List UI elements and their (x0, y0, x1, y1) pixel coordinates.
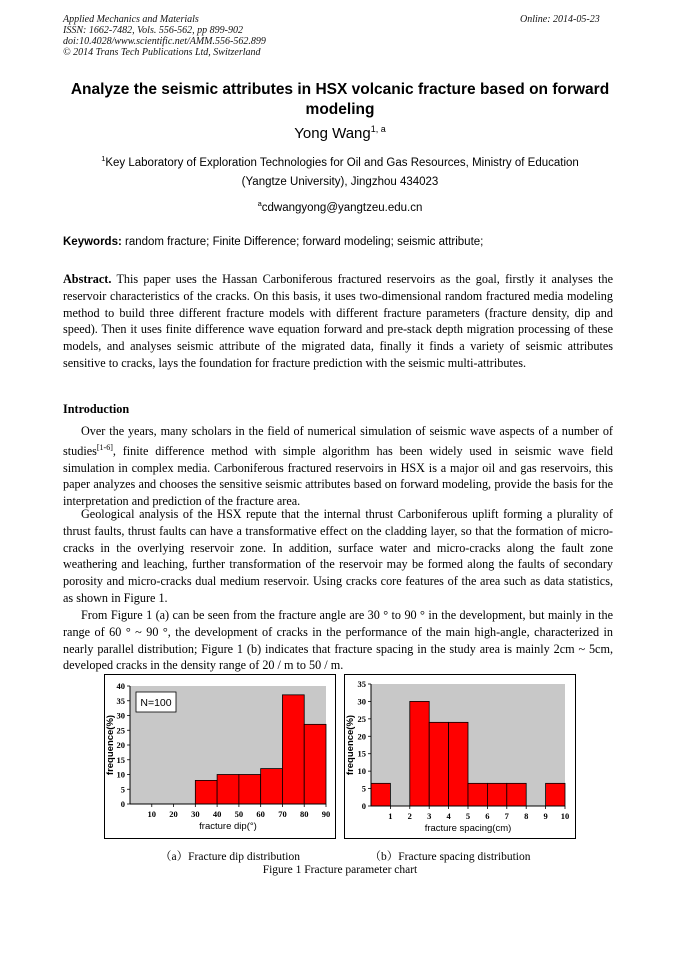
bar (282, 695, 304, 804)
bar (195, 780, 217, 804)
issn: ISSN: 1662-7482, Vols. 556-562, pp 899-902 (63, 25, 243, 36)
x-tick-label: 6 (485, 811, 490, 821)
bar (449, 722, 468, 806)
y-tick-label: 15 (357, 748, 366, 759)
author-sup: 1, a (370, 124, 386, 134)
fracture-dip-chart (104, 674, 336, 839)
y-tick-label: 40 (116, 681, 125, 691)
bar (546, 783, 565, 806)
journal-name: Applied Mechanics and Materials (63, 14, 199, 25)
x-tick-label: 70 (278, 809, 287, 819)
x-tick-label: 2 (407, 811, 412, 821)
intro-paragraph-1: Over the years, many scholars in the field of numerical simulation of seismic wave aspects of a number of studies[1-6], finite difference method with simple algorithm has been widely used in seismic wave field simulation in complex media. Carboniferous fractured reservoirs in HSX is a major oil and gas reservoirs, this paper analyzes and chooses the sensitive seismic attributes based on forward modeling, provide the basis for the interpretation and prediction of the fracture area. (63, 424, 613, 509)
affiliation-sup: 1 (101, 154, 106, 163)
y-tick-label: 30 (357, 696, 366, 707)
y-tick-label: 25 (116, 725, 125, 736)
intro-paragraph-2: Geological analysis of the HSX repute that the internal thrust Carboniferous uplift forming a plurality of thrust faults, thrust faults can have a transformative effect on the cladding layer, so that the formation of micro-cracks in the overlying reservoir zone. In addition, surface water and micro-cracks along the fault zone weathering and leaching, further transformation of the reservoir may be formed along the faults of secondary porosity and micro-cracks dual medium reservoir. Using cracks core features of the area such as data statistics, as shown in Figure 1. (63, 507, 613, 605)
bar (507, 783, 526, 806)
copyright: © 2014 Trans Tech Publications Ltd, Switzerland (63, 47, 261, 58)
doi: doi:10.4028/www.scientific.net/AMM.556-562.899 (63, 36, 266, 47)
online-date: Online: 2014-05-23 (520, 14, 600, 25)
x-axis-label: fracture spacing(cm) (424, 823, 512, 834)
abstract (63, 271, 613, 372)
fracture-spacing-chart (344, 674, 576, 839)
x-tick-label: 40 (212, 809, 222, 819)
figure-caption: Figure 1 Fracture parameter chart (262, 864, 418, 876)
y-tick-label: 20 (357, 731, 366, 742)
y-tick-label: 5 (361, 783, 366, 794)
y-tick-label: 0 (361, 801, 366, 811)
y-tick-label: 20 (116, 740, 125, 750)
bar (239, 775, 261, 805)
x-tick-label: 4 (446, 811, 451, 821)
y-tick-label: 10 (116, 769, 125, 780)
keywords-label: Keywords: (63, 236, 122, 248)
citation[interactable]: [1-6] (96, 442, 113, 452)
email-sup: a (257, 199, 262, 208)
bar (261, 769, 283, 804)
caption-a: （a）Fracture dip distribution (160, 851, 300, 863)
affiliation-line-2: (Yangtze University), Jingzhou 434023 (241, 176, 439, 188)
x-axis-label: fracture dip(°) (199, 821, 257, 832)
caption-b: （b）Fracture spacing distribution (369, 851, 531, 863)
paper-title: Analyze the seismic attributes in HSX volcanic fracture based on forward modeling (70, 81, 610, 118)
abstract-text: This paper uses the Hassan Carboniferous fractured reservoirs as the goal, firstly it analyses the reservoir characteristics of the cracks. On this basis, it uses two-dimensional random fractured media modeling method to build three different fracture models with different fracture parameters (fracture density, dip and speed). Then it uses finite difference wave equation forward and pre-stack depth migration processing of these models, and analyses seismic attribute of the migrated data, finally it finds a variety of seismic attributes sensitive to cracks, lays the foundation for fracture prediction with the seismic multi-attributes. (63, 272, 613, 370)
bar (468, 783, 487, 806)
bar (304, 724, 326, 804)
x-tick-label: 8 (524, 811, 529, 821)
affiliation-email (60, 196, 620, 216)
author-line (60, 124, 620, 142)
x-tick-label: 7 (504, 811, 509, 821)
y-tick-label: 10 (357, 766, 366, 777)
y-tick-label: 25 (357, 713, 366, 724)
y-tick-label: 35 (116, 695, 125, 706)
x-tick-label: 30 (191, 809, 200, 819)
annotation-label: N=100 (140, 697, 172, 709)
author-name: Yong Wang (294, 125, 371, 142)
y-tick-label: 35 (357, 679, 366, 689)
x-tick-label: 3 (427, 811, 432, 821)
email-address[interactable]: cdwangyong@yangtzeu.edu.cn (261, 201, 423, 214)
y-tick-label: 30 (116, 710, 125, 721)
y-tick-label: 5 (120, 784, 125, 795)
x-tick-label: 1 (388, 811, 393, 821)
y-tick-label: 0 (120, 799, 125, 809)
x-tick-label: 10 (560, 811, 570, 821)
x-tick-label: 20 (169, 809, 178, 819)
x-tick-label: 9 (543, 811, 548, 821)
y-tick-label: 15 (116, 754, 125, 765)
running-header (63, 14, 266, 58)
abstract-label: Abstract. (63, 272, 112, 286)
x-tick-label: 80 (299, 809, 309, 819)
bar (410, 701, 429, 806)
y-axis-label: frequence(%) (345, 714, 356, 776)
affiliation-line-1: $^1$Key Laboratory of Exploration Technologies for Oil and Gas Resources, Ministry of Education (101, 154, 579, 169)
x-tick-label: 50 (234, 809, 244, 819)
keywords-text: random fracture; Finite Difference; forward modeling; seismic attribute; (125, 236, 484, 248)
bar (217, 775, 239, 805)
x-tick-label: 60 (256, 809, 265, 819)
intro-paragraph-3: From Figure 1 (a) can be seen from the fracture angle are 30 ° to 90 ° in the development, but mainly in the range of 60 ° ~ 90 °, the development of cracks in the performance of the main high-angle, characterized in nearly parallel distribution; Figure 1 (b) indicates that fracture spacing in the study area is mainly 2cm ~ 5cm, developed cracks in the density range of 20 / m to 50 / m. (63, 608, 613, 673)
bar (487, 783, 506, 806)
x-tick-label: 5 (465, 811, 471, 821)
y-axis-label: frequence(%) (105, 714, 116, 776)
section-heading-introduction: Introduction (63, 402, 130, 416)
bar (429, 722, 448, 806)
x-tick-label: 10 (147, 809, 157, 819)
keywords (63, 236, 623, 248)
x-tick-label: 90 (321, 809, 331, 819)
bar (371, 783, 390, 806)
